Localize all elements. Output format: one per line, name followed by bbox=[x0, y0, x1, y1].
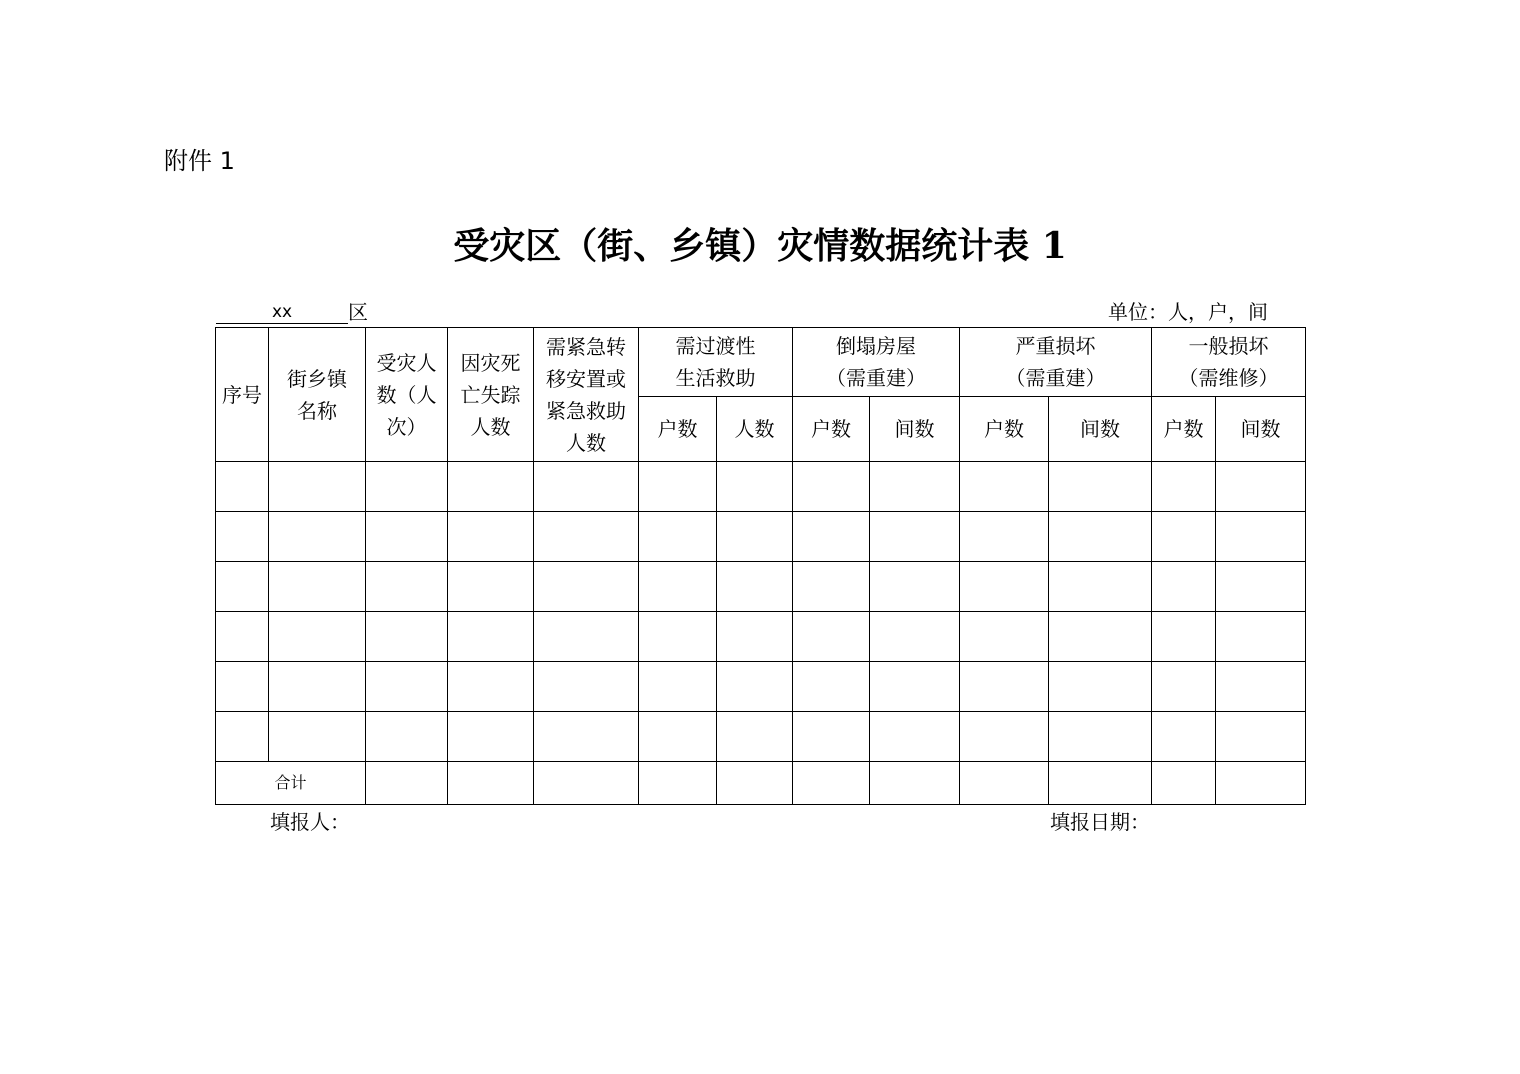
page-title: 受灾区（街、乡镇）灾情数据统计表 1 bbox=[453, 225, 1067, 267]
table-cell[interactable] bbox=[639, 512, 717, 562]
table-cell[interactable] bbox=[960, 512, 1049, 562]
total-row bbox=[216, 762, 1306, 805]
table-cell[interactable] bbox=[1049, 562, 1152, 612]
subheader-households: 户数 bbox=[1152, 397, 1216, 462]
table-cell[interactable] bbox=[1152, 462, 1216, 512]
subheader-rooms: 间数 bbox=[1216, 397, 1306, 462]
table-cell[interactable] bbox=[1049, 662, 1152, 712]
table-cell[interactable] bbox=[366, 562, 448, 612]
table-cell[interactable] bbox=[870, 512, 960, 562]
table-cell[interactable] bbox=[960, 562, 1049, 612]
table-cell[interactable] bbox=[216, 562, 269, 612]
table-cell[interactable] bbox=[534, 662, 639, 712]
table-cell[interactable] bbox=[1152, 512, 1216, 562]
total-cell[interactable] bbox=[639, 762, 717, 805]
table-cell[interactable] bbox=[216, 712, 269, 762]
table-row bbox=[216, 512, 1306, 562]
district-field bbox=[216, 300, 368, 324]
table-cell[interactable] bbox=[366, 712, 448, 762]
table-cell[interactable] bbox=[366, 612, 448, 662]
table-cell[interactable] bbox=[717, 612, 793, 662]
table-cell[interactable] bbox=[1216, 712, 1306, 762]
table-cell[interactable] bbox=[366, 512, 448, 562]
total-cell[interactable] bbox=[448, 762, 534, 805]
table-cell[interactable] bbox=[269, 662, 366, 712]
subheader-rooms: 间数 bbox=[1049, 397, 1152, 462]
table-cell[interactable] bbox=[717, 512, 793, 562]
disaster-stats-table bbox=[215, 327, 1306, 805]
total-label: 合计 bbox=[216, 762, 366, 805]
total-cell[interactable] bbox=[1152, 762, 1216, 805]
table-cell[interactable] bbox=[793, 712, 870, 762]
header-emergency-relocation: 需紧急转 移安置或 紧急救助 人数 bbox=[534, 328, 639, 462]
total-cell[interactable] bbox=[870, 762, 960, 805]
header-transition-relief: 需过渡性 生活救助 bbox=[639, 328, 793, 397]
table-cell[interactable] bbox=[366, 462, 448, 512]
header-deaths-missing: 因灾死 亡失踪 人数 bbox=[448, 328, 534, 462]
table-cell[interactable] bbox=[1216, 512, 1306, 562]
reporter-label: 填报人： bbox=[270, 810, 350, 834]
table-row bbox=[216, 562, 1306, 612]
table-cell[interactable] bbox=[216, 662, 269, 712]
table-cell[interactable] bbox=[870, 712, 960, 762]
table-cell[interactable] bbox=[1049, 612, 1152, 662]
table-cell[interactable] bbox=[269, 562, 366, 612]
table-cell[interactable] bbox=[448, 512, 534, 562]
total-cell[interactable] bbox=[366, 762, 448, 805]
table-cell[interactable] bbox=[366, 662, 448, 712]
subheader-rooms: 间数 bbox=[870, 397, 960, 462]
table-cell[interactable] bbox=[639, 612, 717, 662]
header-town-name: 街乡镇 名称 bbox=[269, 328, 366, 462]
total-cell[interactable] bbox=[717, 762, 793, 805]
table-row bbox=[216, 462, 1306, 512]
table-cell[interactable] bbox=[534, 612, 639, 662]
unit-label: 单位：人，户，间 bbox=[1108, 300, 1268, 324]
header-seq: 序号 bbox=[216, 328, 269, 462]
table-cell[interactable] bbox=[717, 462, 793, 512]
total-cell[interactable] bbox=[1216, 762, 1306, 805]
table-cell[interactable] bbox=[216, 612, 269, 662]
table-row bbox=[216, 662, 1306, 712]
table-cell[interactable] bbox=[870, 462, 960, 512]
table-cell[interactable] bbox=[448, 662, 534, 712]
subheader-persons: 人数 bbox=[717, 397, 793, 462]
table-cell[interactable] bbox=[960, 462, 1049, 512]
table-body bbox=[216, 462, 1306, 805]
attachment-label: 附件 1 bbox=[164, 147, 235, 175]
table-cell[interactable] bbox=[448, 562, 534, 612]
table-cell[interactable] bbox=[534, 462, 639, 512]
report-date-label: 填报日期： bbox=[1050, 810, 1150, 834]
header-collapsed-houses: 倒塌房屋 （需重建） bbox=[793, 328, 960, 397]
table-cell[interactable] bbox=[639, 562, 717, 612]
table-row bbox=[216, 612, 1306, 662]
table-cell[interactable] bbox=[793, 662, 870, 712]
table-cell[interactable] bbox=[717, 712, 793, 762]
table-cell[interactable] bbox=[1152, 562, 1216, 612]
table-cell[interactable] bbox=[870, 562, 960, 612]
table-cell[interactable] bbox=[639, 662, 717, 712]
table-cell[interactable] bbox=[1216, 562, 1306, 612]
table-cell[interactable] bbox=[639, 462, 717, 512]
table-cell[interactable] bbox=[870, 612, 960, 662]
table-cell[interactable] bbox=[1216, 662, 1306, 712]
district-value: xx bbox=[216, 301, 348, 324]
table-cell[interactable] bbox=[1216, 612, 1306, 662]
table-cell[interactable] bbox=[534, 512, 639, 562]
table-cell[interactable] bbox=[534, 712, 639, 762]
table-cell[interactable] bbox=[1049, 462, 1152, 512]
table-cell[interactable] bbox=[448, 612, 534, 662]
table-cell[interactable] bbox=[216, 512, 269, 562]
table-cell[interactable] bbox=[793, 562, 870, 612]
subheader-households: 户数 bbox=[639, 397, 717, 462]
subheader-households: 户数 bbox=[960, 397, 1049, 462]
table-cell[interactable] bbox=[216, 462, 269, 512]
table-cell[interactable] bbox=[717, 562, 793, 612]
table-row bbox=[216, 712, 1306, 762]
total-cell[interactable] bbox=[534, 762, 639, 805]
header-affected-people: 受灾人 数（人 次） bbox=[366, 328, 448, 462]
table-cell[interactable] bbox=[793, 612, 870, 662]
table-cell[interactable] bbox=[793, 462, 870, 512]
table-cell[interactable] bbox=[1049, 512, 1152, 562]
table-cell[interactable] bbox=[269, 512, 366, 562]
table-cell[interactable] bbox=[1152, 612, 1216, 662]
header-severe-damage: 严重损坏 （需重建） bbox=[960, 328, 1152, 397]
table-cell[interactable] bbox=[1049, 712, 1152, 762]
table-cell[interactable] bbox=[717, 662, 793, 712]
table-cell[interactable] bbox=[793, 512, 870, 562]
table-cell[interactable] bbox=[960, 612, 1049, 662]
total-cell[interactable] bbox=[1049, 762, 1152, 805]
table-cell[interactable] bbox=[448, 462, 534, 512]
table-cell[interactable] bbox=[870, 662, 960, 712]
table-cell[interactable] bbox=[534, 562, 639, 612]
district-suffix: 区 bbox=[348, 300, 368, 324]
table-cell[interactable] bbox=[1152, 662, 1216, 712]
table-cell[interactable] bbox=[1152, 712, 1216, 762]
table-cell[interactable] bbox=[269, 462, 366, 512]
header-general-damage: 一般损坏 （需维修） bbox=[1152, 328, 1306, 397]
table-cell[interactable] bbox=[960, 662, 1049, 712]
table-cell[interactable] bbox=[960, 712, 1049, 762]
table-cell[interactable] bbox=[269, 612, 366, 662]
table-cell[interactable] bbox=[639, 712, 717, 762]
table-header-row bbox=[216, 328, 1306, 397]
table-cell[interactable] bbox=[448, 712, 534, 762]
table-cell[interactable] bbox=[1216, 462, 1306, 512]
total-cell[interactable] bbox=[793, 762, 870, 805]
total-cell[interactable] bbox=[960, 762, 1049, 805]
subheader-households: 户数 bbox=[793, 397, 870, 462]
table-cell[interactable] bbox=[269, 712, 366, 762]
